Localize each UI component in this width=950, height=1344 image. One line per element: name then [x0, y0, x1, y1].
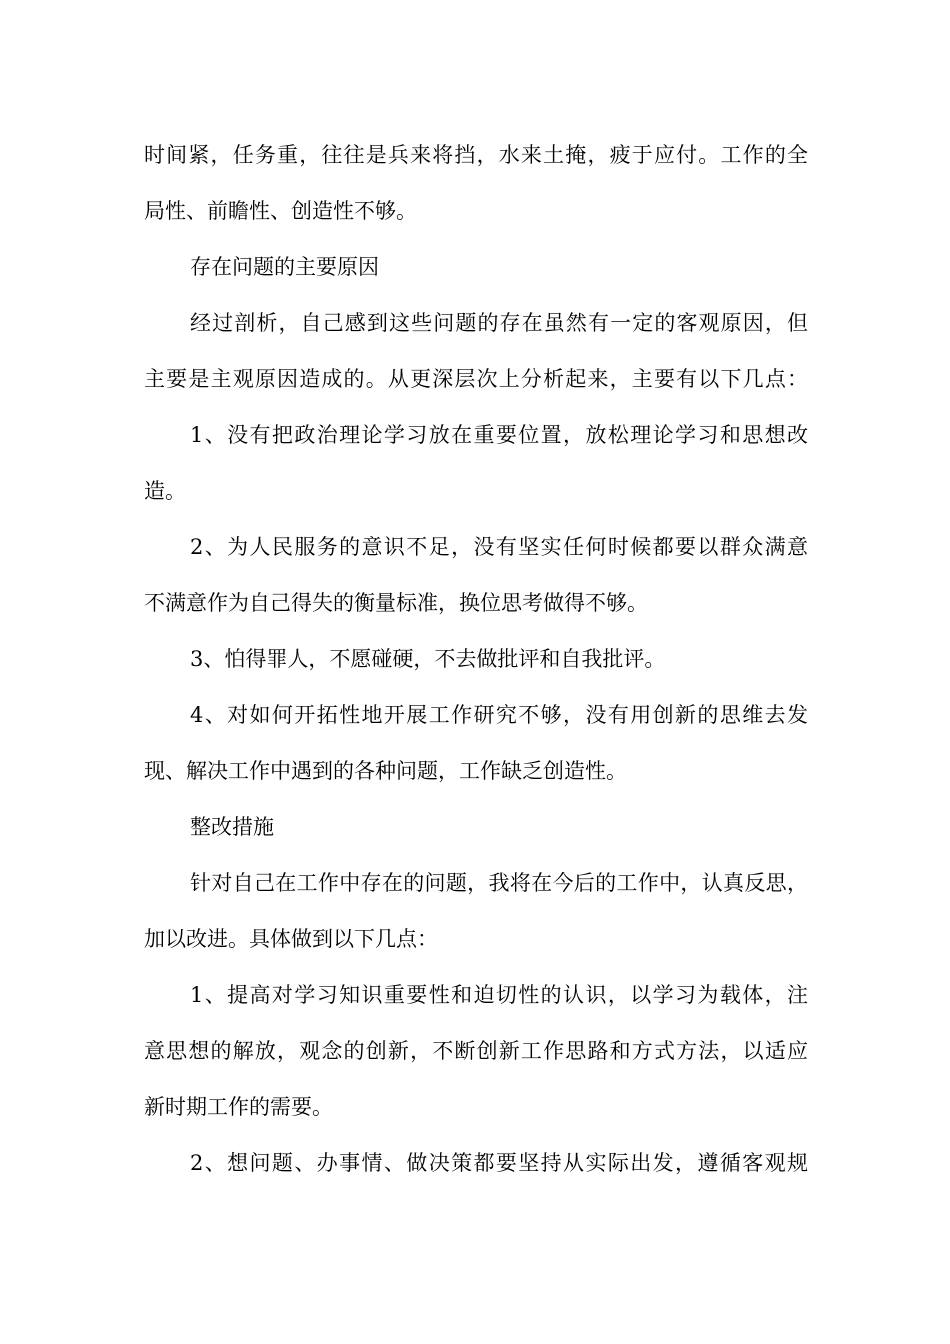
measure-item-2-line-1: 2、想问题、办事情、做决策都要坚持从实际出发，遵循客观规	[190, 1151, 808, 1175]
cause-item-2-line-1: 2、为人民服务的意识不足，没有坚实任何时候都要以群众满意	[190, 535, 808, 559]
document-body	[144, 127, 808, 1191]
paragraph-3-line-1: 经过剖析，自己感到这些问题的存在虽然有一定的客观原因，但	[190, 311, 808, 335]
paragraph-1	[144, 127, 808, 239]
section-heading-causes	[144, 239, 808, 295]
paragraph-9-line-2: 加以改进。具体做到以下几点：	[144, 927, 438, 951]
cause-item-1-line-1: 1、没有把政治理论学习放在重要位置，放松理论学习和思想改	[190, 423, 808, 447]
cause-item-3-line-1: 3、怕得罪人，不愿碰硬，不去做批评和自我批评。	[190, 647, 666, 671]
cause-item-4-line-2: 现、解决工作中遇到的各种问题，工作缺乏创造性。	[144, 759, 627, 783]
paragraph-9	[144, 855, 808, 967]
measure-item-1	[144, 967, 808, 1135]
measure-item-2	[144, 1135, 808, 1191]
cause-item-4-line-1: 4、对如何开拓性地开展工作研究不够，没有用创新的思维去发	[190, 703, 808, 727]
paragraph-3-line-2: 主要是主观原因造成的。从更深层次上分析起来，主要有以下几点：	[144, 367, 808, 391]
section-heading-measures-text: 整改措施	[190, 815, 274, 839]
paragraph-1-line-1: 时间紧，任务重，往往是兵来将挡，水来土掩，疲于应付。工作的全	[144, 143, 808, 167]
cause-item-2-line-2: 不满意作为自己得失的衡量标准，换位思考做得不够。	[144, 591, 648, 615]
paragraph-1-line-2: 局性、前瞻性、创造性不够。	[144, 199, 417, 223]
cause-item-4	[144, 687, 808, 799]
cause-item-2	[144, 519, 808, 631]
section-heading-measures	[144, 799, 808, 855]
paragraph-3	[144, 295, 808, 407]
measure-item-1-line-3: 新时期工作的需要。	[144, 1095, 333, 1119]
measure-item-1-line-1: 1、提高对学习知识重要性和迫切性的认识，以学习为载体，注	[190, 983, 808, 1007]
section-heading-causes-text: 存在问题的主要原因	[190, 255, 379, 279]
cause-item-1	[144, 407, 808, 519]
cause-item-1-line-2: 造。	[144, 479, 186, 503]
paragraph-9-line-1: 针对自己在工作中存在的问题，我将在今后的工作中，认真反思，	[190, 871, 808, 895]
measure-item-1-line-2: 意思想的解放，观念的创新，不断创新工作思路和方式方法，以适应	[144, 1039, 808, 1063]
cause-item-3	[144, 631, 808, 687]
